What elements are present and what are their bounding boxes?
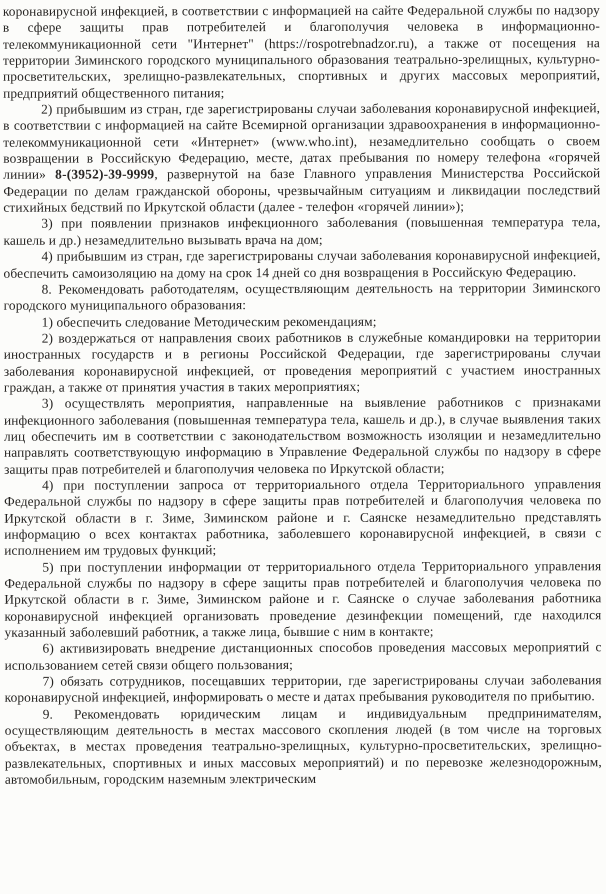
document-text-block — [3, 2, 602, 788]
text-run: 2) прибывшим из стран, где зарегистрированы случаи заболевания коронавирусной инфекцией, в соответствии с информацией на сайте Всемирной организации здравоохранения в информационно-телекоммуникационной сети «Интернет» (www.who.int), незамедлительно сообщать о своем возвращении в Российскую Федерацию, месте, датах пребывания по номеру телефона «горячей линии» — [3, 100, 601, 183]
paragraph — [4, 476, 601, 559]
paragraph — [3, 100, 600, 216]
text-run: 4) прибывшим из стран, где зарегистрированы случаи заболевания коронавирусной инфекцией, обеспечить самоизоляцию на дому на срок 14 дней со дня возвращения в Российскую Федерацию. — [3, 247, 601, 281]
paragraph — [5, 672, 602, 706]
paragraph — [3, 247, 600, 281]
paragraph — [4, 558, 601, 641]
text-run: 2) воздержаться от направления своих работников в служебные командировки на территории иностранных государств и в регионы Российской Федерации, где зарегистрированы случаи заболевания коронавирусной инфекцией, от проведения мероприятий с участием иностранных граждан, а также от принятия участия в таких мероприятиях; — [3, 329, 601, 395]
text-run: 3) при появлении признаков инфекционного заболевания (повышенная температура тела, кашель и др.) незамедлительно вызывать врача на дом; — [3, 214, 601, 248]
text-run: коронавирусной инфекцией, в соответствии с информацией на сайте Федеральной службы по надзору в сфере защиты прав потребителей и благополучия человека в информационно-телекоммуникационной сети "Интернет" (https://rospotrebnadzor.ru), а также от посещения на территории Зиминского городского муниципального образования театрально-зрелищных, культурно-просветительских, зрелищно-развлекательных, спортивных и других массовых мероприятий, предприятий общественного питания; — [2, 2, 601, 101]
text-run: 3) осуществлять мероприятия, направленные на выявление работников с признаками инфекционного заболевания (повышенная температура тела, кашель и др.), в случае выявления таких лиц обеспечить им в соответствии с законодательством возможность изоляции и незамедлительно направлять соответствующую информацию в Управление Федеральной службы по надзору в сфере защиты прав потребителей и благополучия человека по Иркутской области; — [3, 394, 602, 477]
paragraph — [4, 394, 601, 477]
bold-hotline-number: 8-(3952)-39-9999 — [55, 166, 155, 183]
paragraph — [3, 215, 600, 249]
paragraph — [5, 640, 602, 674]
text-run: 9. Рекомендовать юридическим лицам и индивидуальным предпринимателям, осуществляющим деятельность в местах массового скопления людей (в том числе на торговых объектах, в местах проведения театрально-зрелищных, культурно-просветительских, зрелищно-развлекательных, спортивных и иных массовых мероприятий) и по перевозке железнодорожным, автомобильным, городским наземным электрическим — [4, 705, 602, 787]
paragraph — [5, 705, 602, 788]
paragraph — [4, 329, 601, 396]
paragraph — [4, 313, 601, 331]
text-run: 4) при поступлении запроса от территориального отдела Территориального управления Федеральной службы по надзору в сфере защиты прав потребителей и благополучия человека по Иркутской области в г. Зиме, Зиминском районе и г. Саянске незамедлительно представлять информацию о всех контактах работника, заболевшего коронавирусной инфекцией, в связи с исполнением им трудовых функций; — [4, 476, 602, 559]
paragraph — [4, 280, 601, 314]
text-run: , развернутой на базе Главного управления Министерства Российской Федерации по делам гражданской обороны, чрезвычайным ситуациям и ликвидации последствий стихийных бедствий по Иркутской области (далее - телефон «горячей линии»); — [3, 165, 601, 215]
text-run: 8. Рекомендовать работодателям, осуществляющим деятельность на территории Зиминского городского муниципального образования: — [3, 280, 601, 313]
text-run: 1) обеспечить следование Методическим рекомендациям; — [41, 313, 377, 330]
text-run: 6) активизировать внедрение дистанционных способов проведения массовых мероприятий с использованием сетей связи общего пользования; — [4, 639, 602, 673]
text-run: 7) обязать сотрудников, посещавших территории, где зарегистрированы случаи заболевания коронавирусной инфекцией, информировать о месте и датах пребывания руководителя по прибытию. — [4, 672, 602, 706]
paragraph — [3, 2, 600, 102]
text-run: 5) при поступлении информации от территориального отдела Территориального управления Федеральной службы по надзору в сфере защиты прав потребителей и благополучия человека по Иркутской области в г. Зиме, Зиминском районе и г. Саянске о случае заболевания работника коронавирусной инфекцией организовать проведение дезинфекции помещений, где находился указанный заболевший работник, а также лица, бывшие с ним в контакте; — [4, 557, 602, 640]
